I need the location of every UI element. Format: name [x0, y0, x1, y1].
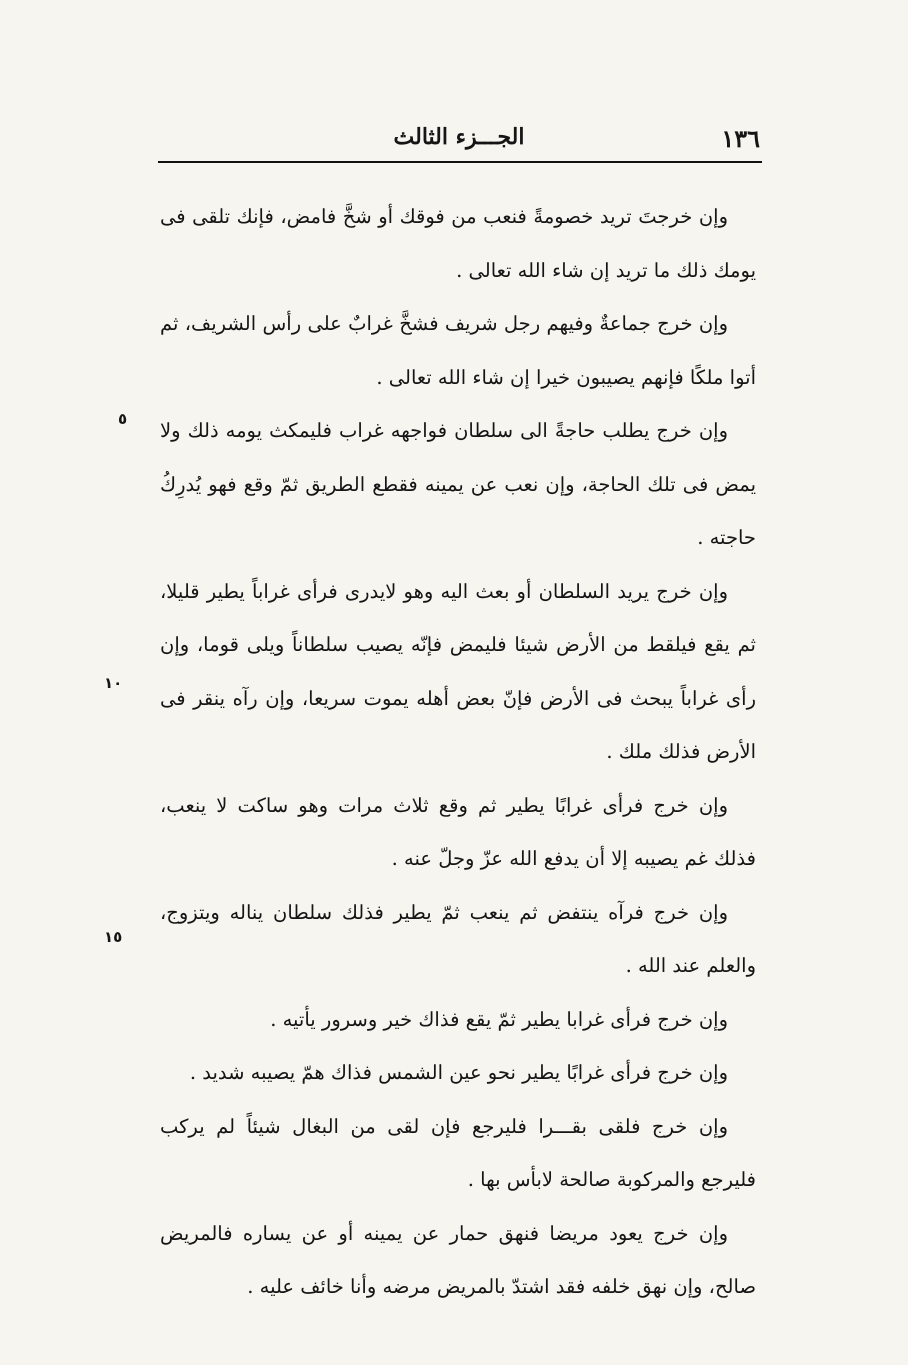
paragraph-10: وإن خرج يعود مريضا فنهق حمار عن يمينه أو عن يساره فالمريض صالح، وإن نهق خلفه فقد اشتدّ بالمريض مرضه وأنا خائف عليه . [160, 1221, 756, 1298]
body-text [160, 190, 756, 1314]
paragraph-3: وإن خرج يطلب حاجةً الى سلطان فواجهه غراب فليمكث يومه ذلك ولا يمض فى تلك الحاجة، وإن نعب عن يمينه فقطع الطريق ثمّ وقع فهو يُدرِكُ حاجته . [160, 419, 756, 549]
page-number: ١٣٦ [721, 124, 760, 153]
paragraph-8: وإن خرج فرأى غرابًا يطير نحو عين الشمس فذاك همّ يصيبه شديد . [189, 1061, 728, 1084]
header-rule [158, 161, 762, 163]
paragraph-7: وإن خرج فرأى غرابا يطير ثمّ يقع فذاك خير وسرور يأتيه . [270, 1007, 728, 1031]
paragraph-5: وإن خرج فرأى غرابًا يطير ثم وقع ثلاث مرات وهو ساكت لا ينعب، فذلك غم يصيبه إلا أن يدفع الله عزّ وجلّ عنه . [160, 793, 756, 870]
margin-line-number-15: ١٥ [104, 928, 123, 946]
page-header [158, 120, 760, 160]
paragraph-9: وإن خرج فلقى بقـــرا فليرجع فإن لقى من البغال شيئاً لم يركب فليرجع والمركوبة صالحة لابأس بها . [160, 1114, 756, 1191]
paragraph-2: وإن خرج جماعةٌ وفيهم رجل شريف فشخَّ غرابٌ على رأس الشريف، ثم أتوا ملكًا فإنهم يصيبون خيرا إن شاء الله تعالى . [160, 312, 756, 389]
paragraph-1: وإن خرجتَ تريد خصومةً فنعب من فوقك أو شخَّ فامض، فإنك تلقى فى يومك ذلك ما تريد إن شاء الله تعالى . [160, 205, 756, 282]
margin-line-number-5: ٥ [118, 410, 128, 428]
margin-line-number-10: ١٠ [104, 674, 123, 692]
running-title: الجـــزء الثالث [393, 124, 525, 150]
paragraph-4: وإن خرج يريد السلطان أو بعث اليه وهو لايدرى فرأى غراباً يطير قليلا، ثم يقع فيلقط من الأرض شيئا فليمض فإنّه يصيب سلطاناً ويلى قوما، وإن رأى غراباً يبحث فى الأرض فإنّ بعض أهله يموت سريعا، وإن رآه ينقر فى الأرض فذلك ملك . [160, 579, 756, 763]
paragraph-6: وإن خرج فرآه ينتفض ثم ينعب ثمّ يطير فذلك سلطان يناله ويتزوج، والعلم عند الله . [160, 900, 756, 977]
